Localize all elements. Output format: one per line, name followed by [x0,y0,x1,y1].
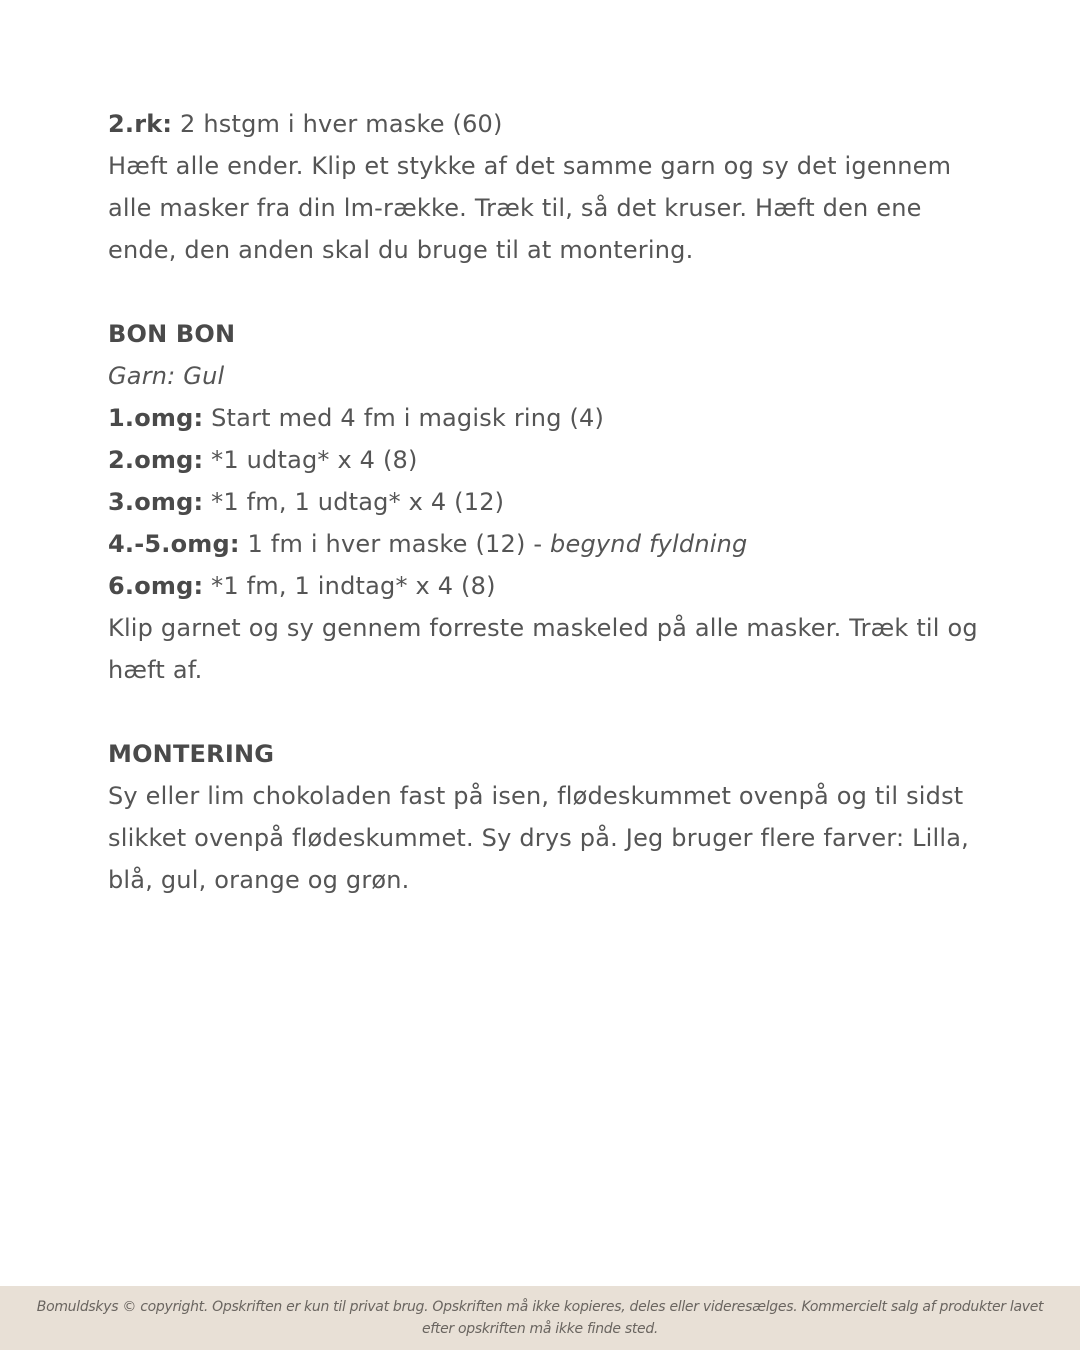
copyright-footer [0,1286,1080,1350]
row-2rk [108,103,988,145]
copyright-text: Bomuldskys © copyright. Opskriften er kun til privat brug. Opskriften må ikke kopieres, deles eller videresælges. Kommercielt salg af produkter lavet efter opskriften må ikke finde sted. [36,1299,1044,1337]
bonbon-row-5 [108,565,988,607]
row-label: 2.omg: [108,446,204,474]
montering-paragraph: Sy eller lim chokoladen fast på isen, flødeskummet ovenpå og til sidst slikket ovenpå flødeskummet. Sy drys på. Jeg bruger flere farver: Lilla, blå, gul, orange og grøn. [108,782,969,894]
bonbon-heading: BON BON [108,320,236,348]
finishing-paragraph: Hæft alle ender. Klip et stykke af det samme garn og sy det igennem alle masker fra din lm-række. Træk til, så det kruser. Hæft den ene ende, den anden skal du bruge til at montering. [108,152,952,264]
row-label: 3.omg: [108,488,204,516]
row-note: begynd fyldning [550,530,748,558]
row-label: 2.rk: [108,110,173,138]
row-text: *1 udtag* x 4 (8) [203,446,418,474]
row-text: *1 fm, 1 indtag* x 4 (8) [203,572,496,600]
row-text: *1 fm, 1 udtag* x 4 (12) [203,488,505,516]
pattern-content [108,103,988,901]
montering-heading: MONTERING [108,740,275,768]
bonbon-paragraph: Klip garnet og sy gennem forreste maskeled på alle masker. Træk til og hæft af. [108,614,978,684]
row-label: 6.omg: [108,572,204,600]
row-text: 2 hstgm i hver maske (60) [172,110,503,138]
bonbon-row-2 [108,439,988,481]
bonbon-yarn: Garn: Gul [108,362,225,390]
row-label: 4.-5.omg: [108,530,240,558]
bonbon-row-1 [108,397,988,439]
row-label: 1.omg: [108,404,204,432]
section-spacer [108,691,988,733]
section-spacer [108,271,988,313]
row-text: 1 fm i hver maske (12) - [239,530,551,558]
bonbon-row-4 [108,523,988,565]
row-text: Start med 4 fm i magisk ring (4) [203,404,605,432]
bonbon-row-3 [108,481,988,523]
